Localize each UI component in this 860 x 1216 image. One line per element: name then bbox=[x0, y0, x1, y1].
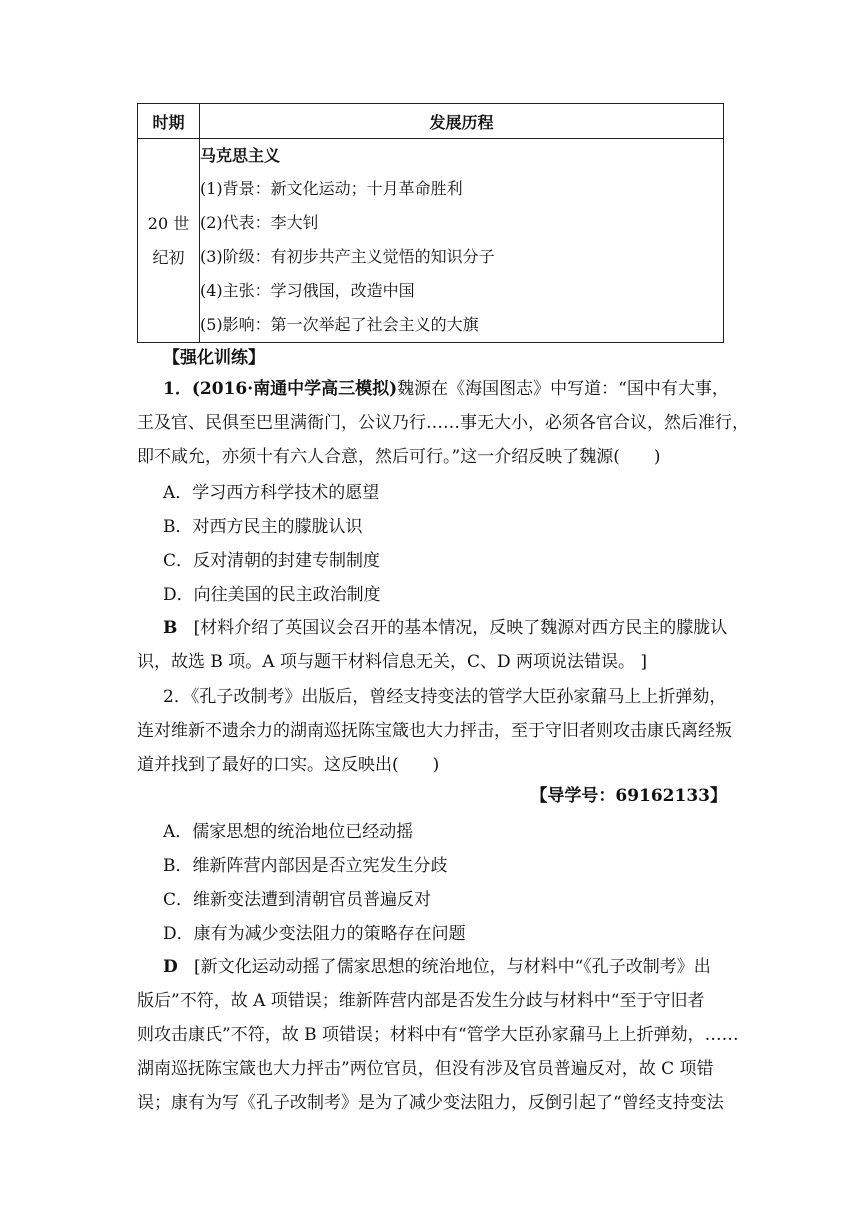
period-line: 纪初 bbox=[152, 247, 185, 267]
option-b: B．对西方民主的朦胧认识 bbox=[163, 517, 363, 537]
question-1-line bbox=[163, 374, 729, 399]
period-line: 20 世 bbox=[147, 213, 190, 233]
answer-line: 湖南巡抚陈宝箴也大力抨击”两位官员，但没有涉及官员普遍反对，故 C 项错 bbox=[137, 1059, 714, 1079]
answer-line: 版后”不符，故 A 项错误；维新阵营内部是否发生分歧与材料中“至于守旧者 bbox=[137, 991, 705, 1011]
answer-line: 则攻击康氏”不符，故 B 项错误；材料中有“管学大臣孙家鼐马上上折弹劾，…… bbox=[137, 1025, 739, 1045]
development-item: (1)背景：新文化运动；十月革命胜利 bbox=[200, 179, 463, 198]
option-c: C．反对清朝的封建专制制度 bbox=[163, 551, 381, 571]
option-d: D．向往美国的民主政治制度 bbox=[163, 585, 381, 605]
question-text: 魏源在《海国图志》中写道：“国中有大事， bbox=[397, 379, 729, 399]
question-2-line: 2．《孔子改制考》出版后，曾经支持变法的管学大臣孙家鼐马上上折弹劾， bbox=[163, 687, 727, 707]
answer-line bbox=[163, 952, 711, 977]
answer-text: [材料介绍了英国议会召开的基本情况，反映了魏源对西方民主的朦胧认 bbox=[193, 618, 728, 638]
answer-letter: D bbox=[163, 957, 178, 977]
question-2-line: 道并找到了最好的口实。这反映出( ) bbox=[137, 755, 440, 775]
development-title: 马克思主义 bbox=[200, 146, 281, 165]
guide-number: 【导学号：69162133】 bbox=[530, 786, 727, 806]
answer-letter: B bbox=[163, 618, 178, 638]
development-item: (5)影响：第一次举起了社会主义的大旗 bbox=[200, 315, 479, 334]
development-item: (3)阶级：有初步共产主义觉悟的知识分子 bbox=[200, 247, 495, 266]
option-a: A．儒家思想的统治地位已经动摇 bbox=[163, 822, 414, 842]
question-1-line: 即不咸允，亦须十有六人合意，然后可行。”这一介绍反映了魏源( ) bbox=[137, 447, 661, 467]
answer-line bbox=[163, 613, 727, 638]
question-number: 1． bbox=[163, 379, 192, 399]
option-b: B．维新阵营内部因是否立宪发生分歧 bbox=[163, 856, 448, 876]
header-development: 发展历程 bbox=[200, 104, 724, 139]
question-1-line: 王及官、民俱至巴里满衙门，公议乃行……事无大小，必须各官合议，然后准行， bbox=[137, 413, 749, 433]
section-title: 【强化训练】 bbox=[163, 348, 265, 368]
answer-text: [新文化运动动摇了儒家思想的统治地位，与材料中“《孔子改制考》出 bbox=[193, 957, 711, 977]
answer-line: 识，故选 B 项。A 项与题干材料信息无关，C、D 两项说法错误。 ] bbox=[137, 652, 648, 672]
header-period: 时期 bbox=[138, 104, 200, 139]
period-cell bbox=[138, 139, 200, 343]
table-row bbox=[138, 139, 724, 343]
development-item: (2)代表：李大钊 bbox=[200, 213, 319, 232]
option-c: C．维新变法遭到清朝官员普遍反对 bbox=[163, 890, 432, 910]
option-a: A．学习西方科学技术的愿望 bbox=[163, 483, 380, 503]
answer-line: 误；康有为写《孔子改制考》是为了减少变法阻力，反倒引起了“曾经支持变法 bbox=[137, 1093, 724, 1113]
question-2-line: 连对维新不遗余力的湖南巡抚陈宝箴也大力抨击，至于守旧者则攻击康氏离经叛 bbox=[137, 721, 732, 741]
history-table bbox=[137, 103, 724, 343]
option-d: D．康有为减少变法阻力的策略存在问题 bbox=[163, 924, 466, 944]
question-source: (2016·南通中学高三模拟) bbox=[191, 379, 398, 399]
table-header-row bbox=[138, 104, 724, 139]
development-item: (4)主张：学习俄国，改造中国 bbox=[200, 281, 415, 300]
development-cell bbox=[200, 139, 724, 343]
